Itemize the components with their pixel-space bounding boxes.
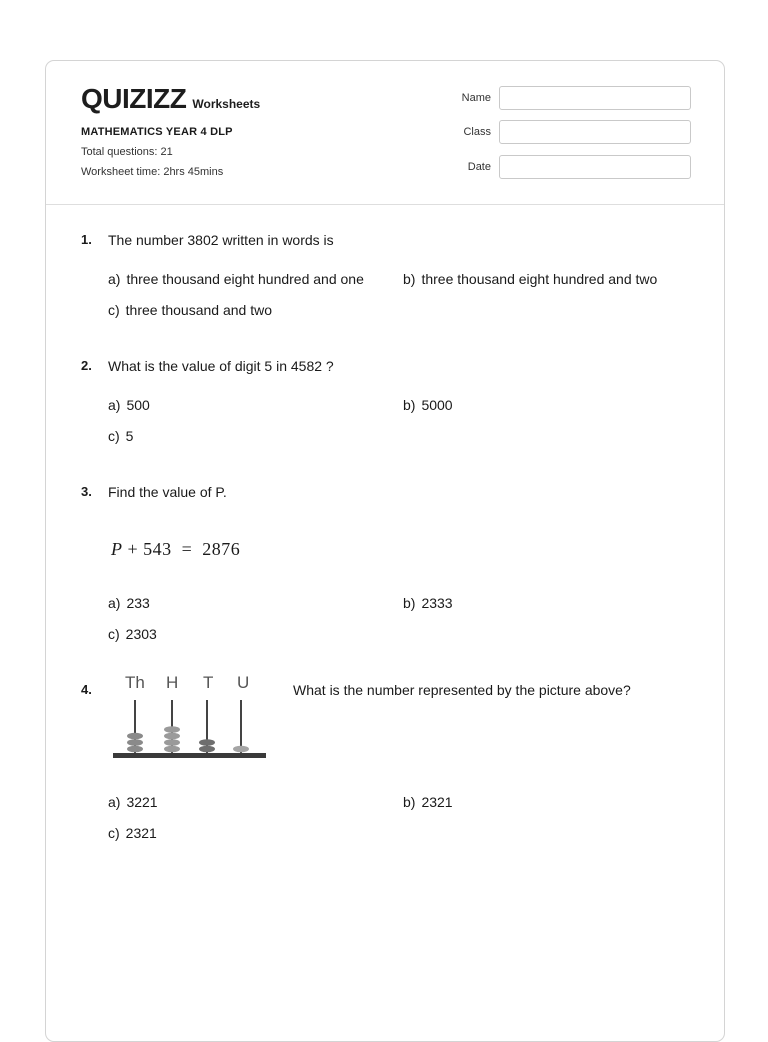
option-label: a) bbox=[108, 397, 121, 413]
abacus-bead bbox=[127, 733, 143, 740]
option-b bbox=[403, 271, 657, 287]
logo-wordmark: QUIZIZZ bbox=[81, 83, 187, 114]
option-label: a) bbox=[108, 794, 121, 810]
worksheet-time: Worksheet time: 2hrs 45mins bbox=[81, 166, 224, 178]
abacus-label-t: T bbox=[203, 674, 214, 692]
option-text: three thousand and two bbox=[125, 302, 273, 318]
option-label: b) bbox=[403, 794, 416, 810]
class-field[interactable] bbox=[499, 120, 691, 144]
option-a bbox=[108, 271, 364, 287]
option-a bbox=[108, 595, 150, 611]
option-text: 3221 bbox=[126, 794, 158, 810]
option-text: 2321 bbox=[421, 794, 453, 810]
option-label: b) bbox=[403, 595, 416, 611]
option-label: c) bbox=[108, 428, 120, 444]
option-text: 2333 bbox=[421, 595, 453, 611]
class-label: Class bbox=[463, 126, 491, 138]
abacus-rods bbox=[127, 700, 249, 753]
option-c bbox=[108, 825, 157, 841]
abacus-image bbox=[108, 674, 268, 766]
option-a bbox=[108, 794, 158, 810]
option-text: three thousand eight hundred and one bbox=[126, 271, 364, 287]
question-text: Find the value of P. bbox=[108, 484, 227, 500]
option-label: c) bbox=[108, 825, 120, 841]
option-text: 2321 bbox=[125, 825, 157, 841]
name-field[interactable] bbox=[499, 86, 691, 110]
option-b bbox=[403, 794, 453, 810]
worksheet-card bbox=[45, 60, 725, 1042]
worksheet-title: MATHEMATICS YEAR 4 DLP bbox=[81, 126, 233, 138]
option-text: 2303 bbox=[125, 626, 157, 642]
option-b bbox=[403, 397, 453, 413]
date-field[interactable] bbox=[499, 155, 691, 179]
abacus-label-u: U bbox=[237, 674, 250, 692]
abacus-bead bbox=[127, 746, 143, 753]
option-b bbox=[403, 595, 453, 611]
logo-subtitle: Worksheets bbox=[192, 97, 261, 111]
abacus-bead bbox=[127, 739, 143, 746]
question-text: What is the number represented by the picture above? bbox=[293, 682, 631, 698]
abacus-base bbox=[113, 753, 266, 758]
worksheet-header bbox=[46, 61, 724, 205]
option-c bbox=[108, 302, 272, 318]
option-label: c) bbox=[108, 626, 120, 642]
option-label: b) bbox=[403, 397, 416, 413]
option-label: c) bbox=[108, 302, 120, 318]
option-text: 5000 bbox=[421, 397, 453, 413]
date-label: Date bbox=[467, 161, 491, 173]
abacus-label-h: H bbox=[166, 674, 179, 692]
option-label: a) bbox=[108, 271, 121, 287]
question-text: The number 3802 written in words is bbox=[108, 232, 334, 248]
option-label: b) bbox=[403, 271, 416, 287]
question-number: 4. bbox=[81, 682, 92, 697]
option-a bbox=[108, 397, 150, 413]
option-text: 500 bbox=[126, 397, 150, 413]
abacus-label-th: Th bbox=[125, 674, 145, 692]
abacus-bead bbox=[164, 726, 180, 733]
abacus-bead bbox=[164, 746, 180, 753]
question-number: 1. bbox=[81, 232, 92, 247]
option-c bbox=[108, 428, 133, 444]
abacus-bead bbox=[164, 739, 180, 746]
option-label: a) bbox=[108, 595, 121, 611]
abacus-bead bbox=[164, 733, 180, 740]
abacus-bead bbox=[233, 746, 249, 753]
question-text: What is the value of digit 5 in 4582 ? bbox=[108, 358, 334, 374]
abacus-bead bbox=[199, 746, 215, 753]
option-c bbox=[108, 626, 157, 642]
abacus-bead bbox=[199, 739, 215, 746]
quizizz-logo bbox=[81, 83, 260, 115]
total-questions: Total questions: 21 bbox=[81, 146, 173, 158]
name-label: Name bbox=[461, 92, 491, 104]
option-text: three thousand eight hundred and two bbox=[421, 271, 658, 287]
equation: P + 543 = 2876 bbox=[111, 539, 241, 559]
question-number: 3. bbox=[81, 484, 92, 499]
option-text: 233 bbox=[126, 595, 150, 611]
question-number: 2. bbox=[81, 358, 92, 373]
option-text: 5 bbox=[125, 428, 134, 444]
